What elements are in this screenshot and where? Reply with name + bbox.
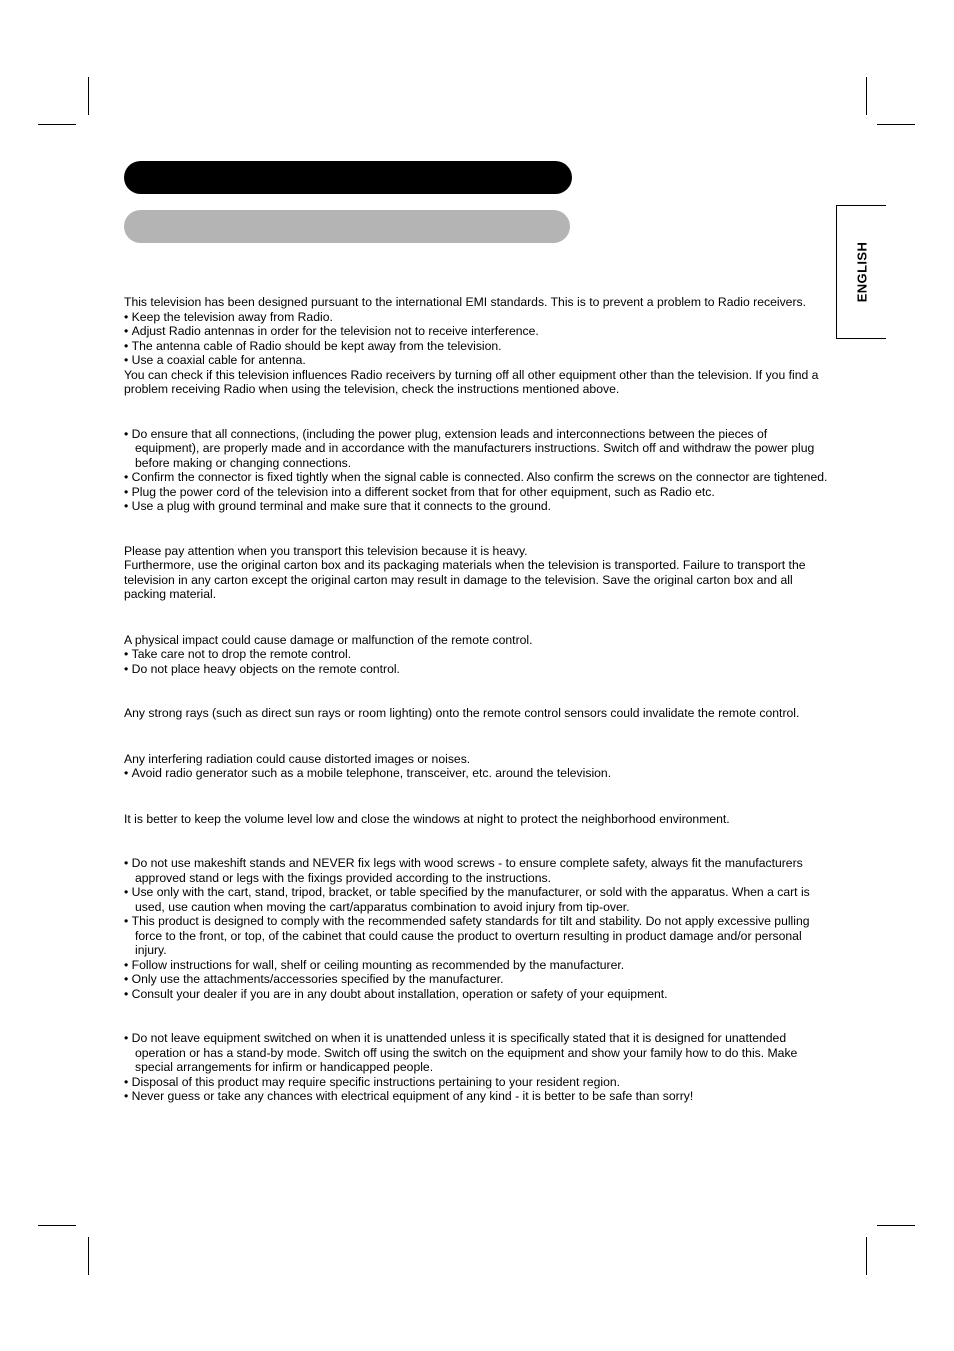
body-paragraph: Please pay attention when you transport this television because it is heavy. — [124, 543, 528, 558]
bullet-list — [124, 766, 834, 781]
bullet-list — [124, 310, 834, 368]
bullet-item: • Do not place heavy objects on the remote control. — [124, 662, 834, 677]
body-paragraph: You can check if this television influences Radio receivers by turning off all other equipment other than the television. If you find a problem receiving Radio when using the television, check the instructions mentioned above. — [124, 367, 819, 396]
bullet-item: • Use a plug with ground terminal and make sure that it connects to the ground. — [124, 499, 834, 514]
bullet-item: • Keep the television away from Radio. — [124, 310, 834, 325]
bullet-list — [124, 427, 834, 514]
body-paragraph: It is better to keep the volume level low and close the windows at night to protect the neighborhood environment. — [124, 811, 730, 826]
text-section — [124, 544, 834, 602]
bullet-item: • Use only with the cart, stand, tripod, bracket, or table specified by the manufacturer, or sold with the apparatus. When a cart is used, use caution when moving the cart/apparatus combination to avoid injury from tip-over. — [124, 885, 834, 914]
crop-mark-bottom-left-vertical — [88, 1237, 89, 1275]
body-paragraph: Any strong rays (such as direct sun rays or room lighting) onto the remote control sensors could invalidate the remote control. — [124, 706, 800, 720]
bullet-item: • Only use the attachments/accessories specified by the manufacturer. — [124, 972, 834, 987]
crop-mark-bottom-left-horizontal — [38, 1225, 76, 1226]
bullet-item: • Do ensure that all connections, (including the power plug, extension leads and interconnections between the pieces of equipment), are properly made and in accordance with the manufacturers instructions. Switch off and withdraw the power plug before making or changing connections. — [124, 427, 834, 471]
safety-instructions — [124, 295, 834, 1104]
text-section — [124, 706, 834, 721]
crop-mark-top-right-horizontal — [877, 124, 915, 125]
crop-mark-top-right-vertical — [866, 77, 867, 115]
bullet-item: • This product is designed to comply with the recommended safety standards for tilt and stability. Do not apply excessive pulling force to the front, or top, of the cabinet that could cause the product to overturn resulting in product damage and/or personal injury. — [124, 914, 834, 958]
crop-mark-bottom-right-vertical — [866, 1237, 867, 1275]
bullet-item: • Avoid radio generator such as a mobile telephone, transceiver, etc. around the television. — [124, 766, 834, 781]
body-paragraph: A physical impact could cause damage or malfunction of the remote control. — [124, 632, 533, 647]
crop-mark-top-left-horizontal — [38, 124, 76, 125]
bullet-item: • Confirm the connector is fixed tightly when the signal cable is connected. Also confirm the screws on the connector are tightened. — [124, 470, 834, 485]
bullet-item: • Use a coaxial cable for antenna. — [124, 353, 834, 368]
bullet-item: • The antenna cable of Radio should be kept away from the television. — [124, 339, 834, 354]
bullet-item: • Disposal of this product may require specific instructions pertaining to your resident region. — [124, 1075, 834, 1090]
section-header-bar — [124, 210, 570, 243]
body-paragraph: Any interfering radiation could cause distorted images or noises. — [124, 751, 471, 766]
bullet-list — [124, 856, 834, 1001]
text-section — [124, 812, 834, 827]
crop-mark-bottom-right-horizontal — [877, 1225, 915, 1226]
bullet-item: • Consult your dealer if you are in any doubt about installation, operation or safety of your equipment. — [124, 987, 834, 1002]
text-section — [124, 633, 834, 677]
bullet-list — [124, 647, 834, 676]
language-tab — [836, 205, 886, 339]
crop-mark-top-left-vertical — [88, 77, 89, 115]
bullet-item: • Follow instructions for wall, shelf or ceiling mounting as recommended by the manufacturer. — [124, 958, 834, 973]
text-section — [124, 856, 834, 1001]
body-paragraph: This television has been designed pursuant to the international EMI standards. This is to prevent a problem to Radio receivers. — [124, 295, 806, 309]
text-section — [124, 1031, 834, 1104]
language-tab-label: ENGLISH — [854, 241, 869, 303]
chapter-header-bar — [124, 161, 572, 194]
bullet-item: • Take care not to drop the remote control. — [124, 647, 834, 662]
bullet-item: • Plug the power cord of the television into a different socket from that for other equipment, such as Radio etc. — [124, 485, 834, 500]
bullet-item: • Do not leave equipment switched on when it is unattended unless it is specifically stated that it is designed for unattended operation or has a stand-by mode. Switch off using the switch on the equipment and show your family how to do this. Make special arrangements for infirm or handicapped people. — [124, 1031, 834, 1075]
text-section — [124, 427, 834, 514]
bullet-item: • Never guess or take any chances with electrical equipment of any kind - it is better to be safe than sorry! — [124, 1089, 834, 1104]
bullet-item: • Adjust Radio antennas in order for the television not to receive interference. — [124, 324, 834, 339]
text-section — [124, 752, 834, 781]
text-section — [124, 295, 834, 397]
body-paragraph: Furthermore, use the original carton box and its packaging materials when the television is transported. Failure to transport the television in any carton except the original carton may result in damage to the television. Save the original carton box and all packing material. — [124, 558, 806, 601]
bullet-item: • Do not use makeshift stands and NEVER fix legs with wood screws - to ensure complete safety, always fit the manufacturers approved stand or legs with the fixings provided according to the instructions. — [124, 856, 834, 885]
bullet-list — [124, 1031, 834, 1104]
